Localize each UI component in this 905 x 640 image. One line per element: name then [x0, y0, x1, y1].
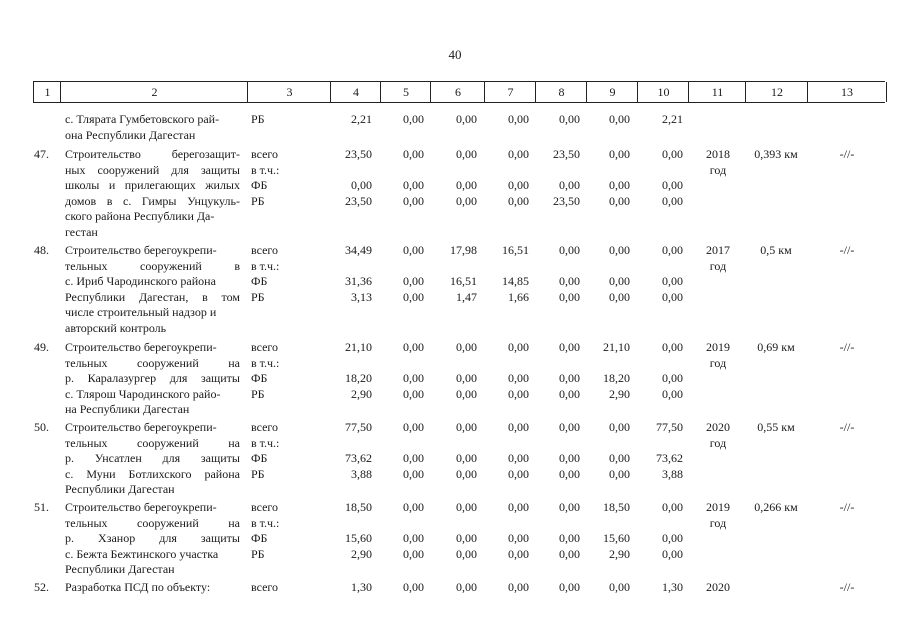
description-line: Республики Дагестан	[65, 562, 175, 576]
year-cell: год	[709, 515, 727, 530]
description-line: ных сооружений для защиты	[65, 162, 240, 177]
value-cell: 0,00	[508, 386, 529, 401]
value-cell: 0,00	[456, 420, 477, 434]
value-cell: 0,00	[559, 340, 580, 354]
value-cell: 2,90	[609, 546, 630, 561]
description-line: числе строительный надзор и	[65, 305, 217, 319]
value-cell: 0,00	[508, 147, 529, 161]
value-cell: 18,50	[603, 500, 630, 514]
value-cell: 0,00	[609, 147, 630, 161]
value-cell: 0,00	[403, 193, 424, 208]
value-cell: 0,00	[456, 386, 477, 401]
value-cell: 0,00	[662, 193, 683, 208]
value-cell: 0,00	[508, 531, 529, 545]
note-cell: -//-	[839, 147, 855, 161]
description-line: тельных сооружений на	[65, 435, 240, 450]
value-cell: 0,00	[559, 243, 580, 257]
row-number: 47.	[34, 147, 49, 161]
value-cell: 0,00	[508, 546, 529, 561]
column-header-3: 3	[247, 82, 331, 102]
description-line: Республики Дагестан	[65, 482, 175, 496]
description-line: школы и прилегающих жилых	[65, 178, 240, 192]
value-cell: 0,00	[609, 451, 630, 465]
value-cell: 0,00	[559, 500, 580, 514]
value-cell: 73,62	[345, 451, 372, 465]
value-cell: 0,00	[508, 112, 529, 126]
value-cell: 0,00	[609, 289, 630, 304]
row-number: 51.	[34, 500, 49, 514]
value-cell: 0,00	[559, 386, 580, 401]
value-cell: 14,85	[502, 274, 529, 288]
description-line: с. Тлярош Чародинского райо-	[65, 386, 221, 401]
row-number: 52.	[34, 580, 49, 594]
value-cell: 73,62	[656, 451, 683, 465]
value-cell: 0,00	[403, 466, 424, 481]
funding-source: ФБ	[251, 178, 268, 192]
description-line: она Республики Дагестан	[65, 127, 196, 142]
value-cell: 0,00	[403, 243, 424, 257]
row-number: 50.	[34, 420, 49, 434]
value-cell: 0,00	[403, 371, 424, 385]
value-cell: 17,98	[450, 243, 477, 257]
year-cell: год	[709, 162, 727, 177]
value-cell: 0,00	[609, 274, 630, 288]
value-cell: 0,00	[508, 500, 529, 514]
value-cell: 15,60	[345, 531, 372, 545]
description-line: тельных сооружений в	[65, 258, 240, 273]
value-cell: 2,90	[609, 386, 630, 401]
value-cell: 0,00	[559, 466, 580, 481]
value-cell: 0,00	[403, 147, 424, 161]
value-cell: 0,00	[403, 500, 424, 514]
note-cell: -//-	[839, 420, 855, 434]
year-cell: 2018	[706, 147, 730, 161]
value-cell: 1,30	[662, 580, 683, 594]
column-header-5: 5	[380, 82, 431, 102]
value-cell: 0,00	[559, 178, 580, 192]
value-cell: 0,00	[609, 243, 630, 257]
value-cell: 16,51	[502, 243, 529, 257]
description-line: гестан	[65, 224, 98, 239]
year-cell: год	[709, 355, 727, 370]
funding-source: в т.ч.:	[251, 355, 280, 370]
column-header-9: 9	[586, 82, 638, 102]
funding-source: РБ	[251, 289, 265, 304]
value-cell: 2,90	[351, 386, 372, 401]
value-cell: 0,00	[559, 274, 580, 288]
value-cell: 23,50	[345, 193, 372, 208]
funding-source: всего	[251, 243, 279, 257]
funding-source: в т.ч.:	[251, 435, 280, 450]
description-line: авторский контроль	[65, 320, 167, 335]
column-header-7: 7	[484, 82, 536, 102]
value-cell: 31,36	[345, 274, 372, 288]
value-cell: 0,00	[456, 147, 477, 161]
page-number: 40	[448, 47, 462, 62]
funding-source: в т.ч.:	[251, 162, 280, 177]
value-cell: 1,66	[508, 289, 529, 304]
funding-source: всего	[251, 340, 279, 354]
value-cell: 0,00	[508, 466, 529, 481]
description-line: тельных сооружений на	[65, 355, 240, 370]
value-cell: 0,00	[508, 193, 529, 208]
funding-source: всего	[251, 420, 279, 434]
value-cell: 0,00	[508, 371, 529, 385]
value-cell: 0,00	[351, 178, 372, 192]
row-number: 49.	[34, 340, 49, 354]
funding-source: ФБ	[251, 451, 268, 465]
value-cell: 23,50	[553, 147, 580, 161]
value-cell: 0,00	[403, 386, 424, 401]
description-line: с. Тлярата Гумбетовского рай-	[65, 112, 220, 126]
value-cell: 0,00	[456, 193, 477, 208]
description-line: Строительство берегоукрепи-	[65, 500, 217, 514]
value-cell: 18,50	[345, 500, 372, 514]
value-cell: 0,00	[403, 274, 424, 288]
description-line: с. Муни Ботлихского района	[65, 466, 240, 481]
value-cell: 15,60	[603, 531, 630, 545]
value-cell: 0,00	[609, 466, 630, 481]
description-line: домов в с. Гимры Унцукуль-	[65, 193, 240, 208]
column-header-1: 1	[33, 82, 61, 102]
value-cell: 0,00	[609, 420, 630, 434]
funding-source: РБ	[251, 112, 265, 126]
value-cell: 23,50	[553, 193, 580, 208]
value-cell: 0,00	[403, 112, 424, 126]
value-cell: 0,00	[456, 178, 477, 192]
description-line: р. Хзанор для защиты	[65, 531, 240, 545]
value-cell: 0,00	[456, 580, 477, 594]
funding-source: РБ	[251, 546, 265, 561]
funding-source: всего	[251, 147, 279, 161]
funding-source: ФБ	[251, 274, 268, 288]
value-cell: 0,00	[456, 340, 477, 354]
value-cell: 0,00	[403, 451, 424, 465]
value-cell: 0,00	[456, 531, 477, 545]
value-cell: 0,00	[559, 531, 580, 545]
description-line: с. Бежта Бежтинского участка	[65, 546, 219, 561]
value-cell: 0,00	[559, 546, 580, 561]
value-cell: 21,10	[345, 340, 372, 354]
funding-source: ФБ	[251, 371, 268, 385]
year-cell: год	[709, 435, 727, 450]
value-cell: 0,00	[662, 178, 683, 192]
value-cell: 0,00	[609, 193, 630, 208]
value-cell: 0,00	[662, 386, 683, 401]
value-cell: 0,00	[508, 420, 529, 434]
funding-source: всего	[251, 500, 279, 514]
funding-source: в т.ч.:	[251, 258, 280, 273]
value-cell: 0,00	[403, 580, 424, 594]
description-line: Строительство берегоукрепи-	[65, 420, 217, 434]
value-cell: 0,00	[559, 112, 580, 126]
length-cell: 0,55 км	[757, 420, 795, 434]
description-line: р. Унсатлен для защиты	[65, 451, 240, 465]
value-cell: 18,20	[603, 371, 630, 385]
value-cell: 0,00	[508, 340, 529, 354]
column-header-11: 11	[688, 82, 746, 102]
note-cell: -//-	[839, 340, 855, 354]
description-line: Строительство берегоукрепи-	[65, 243, 217, 257]
value-cell: 2,90	[351, 546, 372, 561]
funding-source: всего	[251, 580, 279, 594]
description-line: Строительство берегозащит-	[65, 147, 240, 161]
value-cell: 0,00	[456, 451, 477, 465]
value-cell: 23,50	[345, 147, 372, 161]
value-cell: 0,00	[609, 580, 630, 594]
note-cell: -//-	[839, 243, 855, 257]
year-cell: 2017	[706, 243, 730, 257]
value-cell: 0,00	[662, 243, 683, 257]
value-cell: 77,50	[345, 420, 372, 434]
column-header-6: 6	[430, 82, 485, 102]
year-cell: 2020	[706, 420, 730, 434]
value-cell: 18,20	[345, 371, 372, 385]
value-cell: 3,88	[662, 466, 683, 481]
value-cell: 0,00	[403, 178, 424, 192]
length-cell: 0,5 км	[760, 243, 792, 257]
value-cell: 21,10	[603, 340, 630, 354]
description-line: тельных сооружений на	[65, 515, 240, 530]
value-cell: 0,00	[508, 580, 529, 594]
value-cell: 16,51	[450, 274, 477, 288]
description-line: на Республики Дагестан	[65, 402, 190, 416]
value-cell: 0,00	[662, 147, 683, 161]
value-cell: 0,00	[403, 340, 424, 354]
year-cell: 2019	[706, 500, 730, 514]
value-cell: 0,00	[508, 451, 529, 465]
value-cell: 0,00	[559, 371, 580, 385]
value-cell: 0,00	[662, 371, 683, 385]
value-cell: 0,00	[456, 466, 477, 481]
year-cell: 2019	[706, 340, 730, 354]
value-cell: 0,00	[662, 500, 683, 514]
column-header-8: 8	[535, 82, 587, 102]
value-cell: 2,21	[351, 112, 372, 126]
column-header-2: 2	[60, 82, 248, 102]
funding-source: в т.ч.:	[251, 515, 280, 530]
funding-source: РБ	[251, 466, 265, 481]
funding-source: РБ	[251, 386, 265, 401]
value-cell: 2,21	[662, 112, 683, 126]
value-cell: 0,00	[456, 371, 477, 385]
value-cell: 0,00	[609, 112, 630, 126]
value-cell: 0,00	[456, 546, 477, 561]
value-cell: 0,00	[403, 420, 424, 434]
length-cell: 0,69 км	[757, 340, 795, 354]
year-cell: 2020	[706, 580, 730, 594]
table-header-row	[33, 81, 885, 103]
value-cell: 34,49	[345, 243, 372, 257]
value-cell: 0,00	[559, 451, 580, 465]
description-line: р. Каралазургер для защиты	[65, 371, 240, 385]
value-cell: 0,00	[662, 289, 683, 304]
description-line: Республики Дагестан, в том	[65, 289, 240, 304]
value-cell: 0,00	[403, 531, 424, 545]
column-header-13: 13	[807, 82, 887, 102]
length-cell: 0,266 км	[754, 500, 798, 514]
value-cell: 0,00	[456, 500, 477, 514]
description-line: с. Ириб Чародинского района	[65, 274, 216, 288]
column-header-10: 10	[637, 82, 689, 102]
value-cell: 0,00	[609, 178, 630, 192]
value-cell: 3,88	[351, 466, 372, 481]
funding-source: ФБ	[251, 531, 268, 545]
column-header-12: 12	[745, 82, 808, 102]
value-cell: 0,00	[559, 580, 580, 594]
value-cell: 1,47	[456, 289, 477, 304]
note-cell: -//-	[839, 580, 855, 594]
value-cell: 77,50	[656, 420, 683, 434]
value-cell: 0,00	[559, 420, 580, 434]
value-cell: 1,30	[351, 580, 372, 594]
value-cell: 0,00	[403, 289, 424, 304]
description-line: ского района Республики Да-	[65, 209, 215, 223]
value-cell: 0,00	[508, 178, 529, 192]
year-cell: год	[709, 258, 727, 273]
value-cell: 0,00	[559, 289, 580, 304]
value-cell: 0,00	[662, 546, 683, 561]
length-cell: 0,393 км	[754, 147, 798, 161]
description-line: Строительство берегоукрепи-	[65, 340, 217, 354]
note-cell: -//-	[839, 500, 855, 514]
row-number: 48.	[34, 243, 49, 257]
value-cell: 0,00	[456, 112, 477, 126]
value-cell: 0,00	[662, 531, 683, 545]
value-cell: 3,13	[351, 289, 372, 304]
value-cell: 0,00	[403, 546, 424, 561]
column-header-4: 4	[330, 82, 381, 102]
description-line: Разработка ПСД по объекту:	[65, 580, 211, 594]
value-cell: 0,00	[662, 274, 683, 288]
value-cell: 0,00	[662, 340, 683, 354]
funding-source: РБ	[251, 193, 265, 208]
